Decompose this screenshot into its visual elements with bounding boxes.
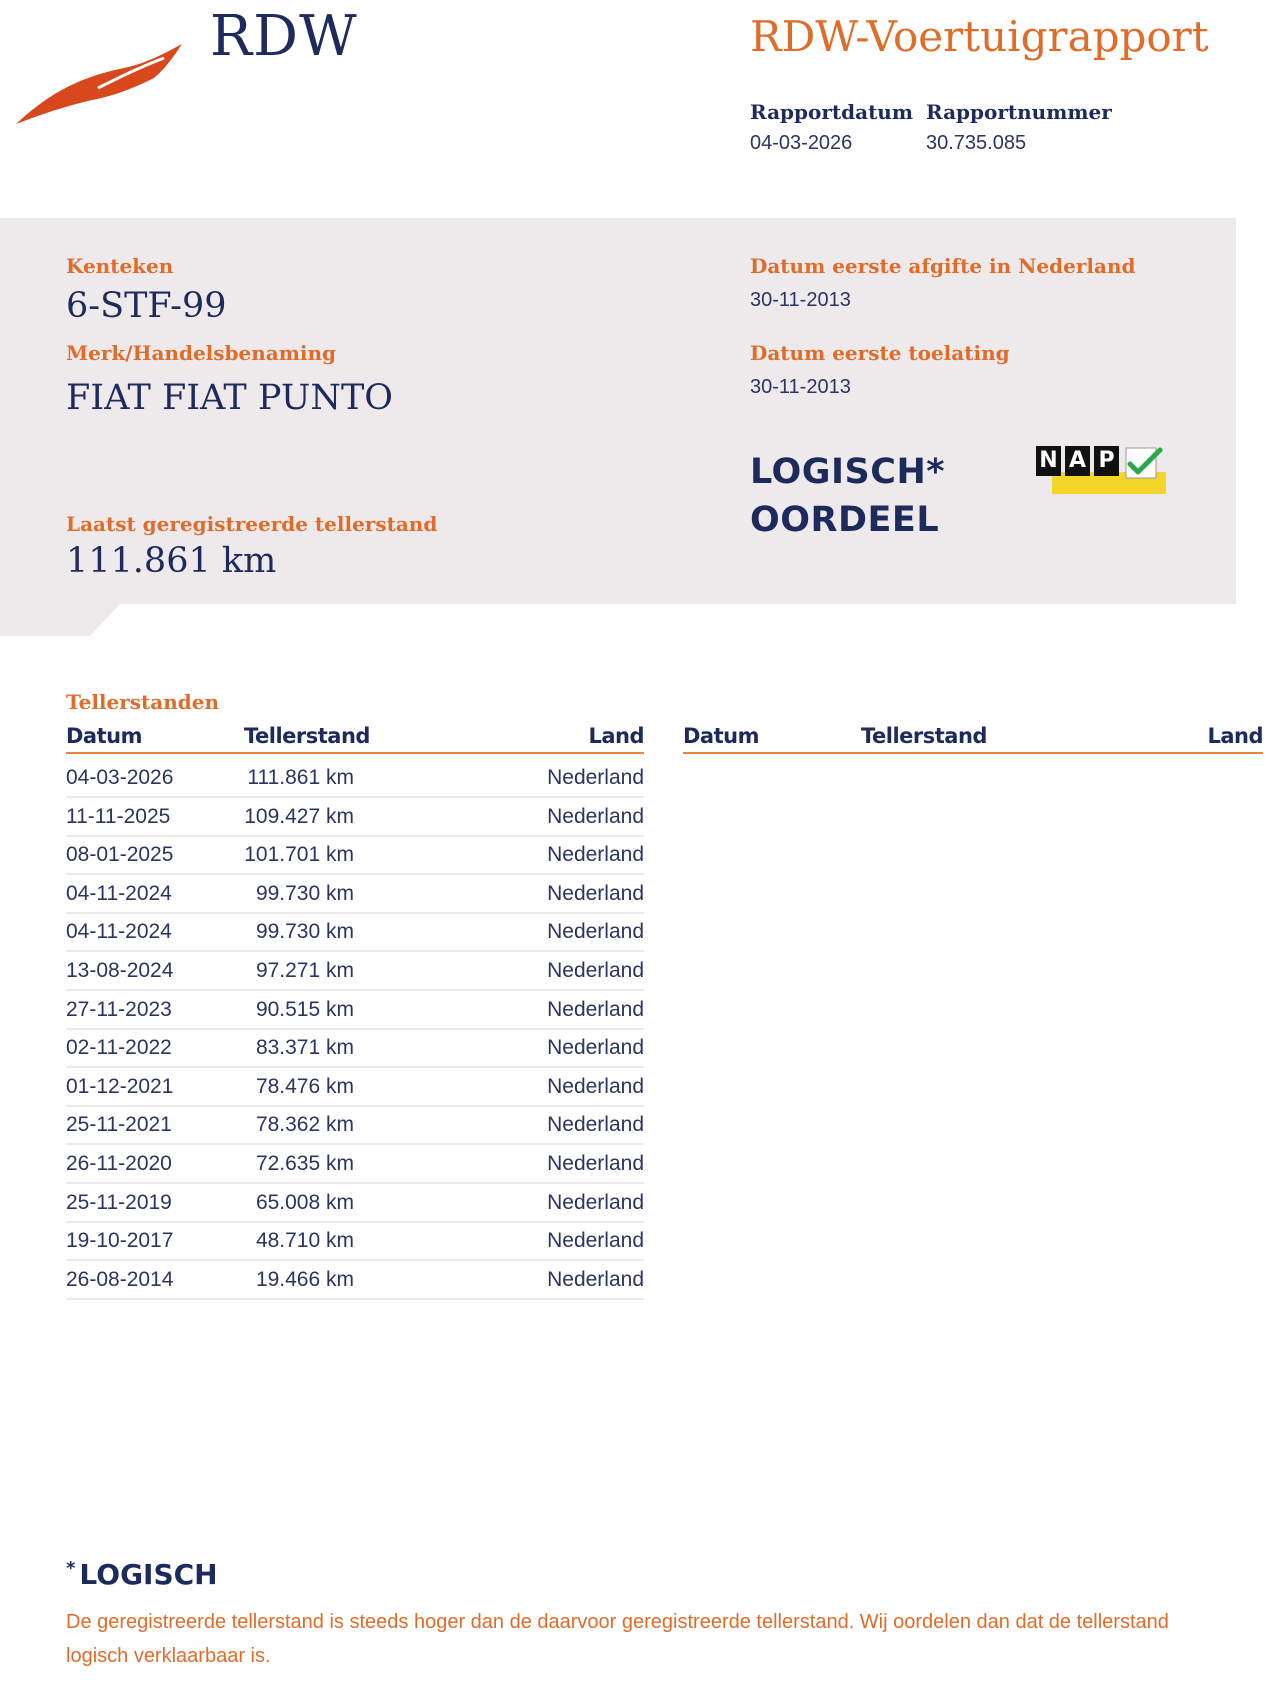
panel-tail-shape <box>0 604 120 636</box>
table-header <box>66 722 644 754</box>
col-header-land: Land <box>1207 724 1263 748</box>
merk-value: FIAT FIAT PUNTO <box>66 378 393 418</box>
table-row <box>66 874 644 914</box>
cell-tellerstand: 19.466 km <box>255 1267 354 1291</box>
table-row <box>66 1105 644 1145</box>
cell-land: Nederland <box>547 1229 644 1253</box>
cell-land: Nederland <box>547 1074 644 1098</box>
nap-letter-p: P <box>1094 446 1119 476</box>
rapportdatum-label: Rapportdatum <box>750 100 914 124</box>
report-title: RDW-Voertuigrapport <box>750 12 1209 61</box>
cell-datum: 04-11-2024 <box>66 881 172 905</box>
col-header-tellerstand: Tellerstand <box>244 724 370 748</box>
table-header <box>683 722 1263 754</box>
cell-land: Nederland <box>547 1190 644 1214</box>
footnote-title <box>66 1558 218 1591</box>
merk-label: Merk/Handelsbenaming <box>66 341 337 365</box>
table-row <box>66 990 644 1030</box>
cell-datum: 26-08-2014 <box>66 1267 174 1291</box>
cell-tellerstand: 83.371 km <box>255 1036 354 1060</box>
table-row <box>66 1144 644 1184</box>
verdict-line-2: OORDEEL <box>750 500 940 540</box>
cell-land: Nederland <box>547 881 644 905</box>
verdict-line-1: LOGISCH* <box>750 452 946 492</box>
logo-text: RDW <box>210 4 358 69</box>
cell-land: Nederland <box>547 1152 644 1175</box>
cell-datum: 04-03-2026 <box>66 766 174 789</box>
cell-land: Nederland <box>547 1113 644 1137</box>
rdw-logo-icon <box>14 38 184 128</box>
checkmark-icon <box>1124 446 1164 480</box>
afgifte-label: Datum eerste afgifte in Nederland <box>750 254 1136 278</box>
table-row <box>66 758 644 798</box>
footnote-text: De geregistreerde tellerstand is steeds hoger dan de daarvoor geregistreerde tellerstand. Wij oordelen dan dat de tellerstand logisch verklaarbaar is. <box>66 1611 1169 1667</box>
cell-datum: 04-11-2024 <box>66 920 172 944</box>
cell-tellerstand: 111.861 km <box>247 766 354 789</box>
cell-datum: 25-11-2021 <box>66 1113 172 1137</box>
toelating-value: 30-11-2013 <box>750 376 851 398</box>
cell-tellerstand: 48.710 km <box>255 1229 354 1253</box>
cell-tellerstand: 109.427 km <box>244 804 354 828</box>
afgifte-value: 30-11-2013 <box>750 289 851 311</box>
rapportnummer-value: 30.735.085 <box>926 132 1027 154</box>
col-header-datum: Datum <box>66 724 142 748</box>
cell-datum: 19-10-2017 <box>66 1229 174 1253</box>
table-row <box>66 1067 644 1107</box>
nap-badge <box>1036 446 1168 498</box>
table-row <box>66 912 644 952</box>
col-header-land: Land <box>588 724 644 748</box>
toelating-label: Datum eerste toelating <box>750 341 1010 365</box>
cell-tellerstand: 72.635 km <box>255 1152 354 1175</box>
cell-land: Nederland <box>547 843 644 867</box>
cell-land: Nederland <box>547 1036 644 1060</box>
table-row <box>66 1183 644 1223</box>
cell-datum: 27-11-2023 <box>66 997 172 1021</box>
cell-datum: 01-12-2021 <box>66 1074 174 1098</box>
footnote-star: * <box>66 1558 76 1579</box>
cell-tellerstand: 78.476 km <box>255 1074 354 1098</box>
cell-land: Nederland <box>547 1267 644 1291</box>
kenteken-label: Kenteken <box>66 254 174 278</box>
table-row <box>66 1260 644 1300</box>
col-header-tellerstand: Tellerstand <box>861 724 987 748</box>
kenteken-value: 6-STF-99 <box>66 286 227 326</box>
cell-datum: 02-11-2022 <box>66 1036 172 1060</box>
nap-letter-a: A <box>1065 446 1090 476</box>
readings-table-left <box>66 722 644 1314</box>
footnote-title-text: LOGISCH <box>79 1558 218 1591</box>
cell-datum: 25-11-2019 <box>66 1190 172 1214</box>
cell-tellerstand: 97.271 km <box>255 959 354 982</box>
table-row <box>66 1028 644 1068</box>
cell-tellerstand: 90.515 km <box>255 997 354 1021</box>
table-row <box>66 835 644 875</box>
tellerstanden-title: Tellerstanden <box>66 690 220 714</box>
cell-datum: 11-11-2025 <box>66 804 171 828</box>
cell-datum: 08-01-2025 <box>66 843 174 867</box>
cell-tellerstand: 99.730 km <box>255 920 354 944</box>
cell-land: Nederland <box>547 804 644 828</box>
cell-tellerstand: 78.362 km <box>255 1113 354 1137</box>
cell-datum: 26-11-2020 <box>66 1152 172 1175</box>
cell-tellerstand: 99.730 km <box>255 881 354 905</box>
cell-land: Nederland <box>547 766 644 789</box>
cell-land: Nederland <box>547 920 644 944</box>
table-row <box>66 797 644 837</box>
cell-tellerstand: 101.701 km <box>244 843 354 867</box>
readings-table-right <box>683 722 1263 756</box>
col-header-datum: Datum <box>683 724 759 748</box>
nap-letter-n: N <box>1036 446 1061 476</box>
table-row <box>66 1221 644 1261</box>
tellerstand-value: 111.861 km <box>66 541 277 581</box>
cell-tellerstand: 65.008 km <box>255 1190 354 1214</box>
table-row <box>66 951 644 991</box>
rapportdatum-value: 04-03-2026 <box>750 132 853 154</box>
cell-datum: 13-08-2024 <box>66 959 174 982</box>
tellerstand-label: Laatst geregistreerde tellerstand <box>66 512 438 536</box>
rapportnummer-label: Rapportnummer <box>926 100 1112 124</box>
cell-land: Nederland <box>547 997 644 1021</box>
cell-land: Nederland <box>547 959 644 982</box>
